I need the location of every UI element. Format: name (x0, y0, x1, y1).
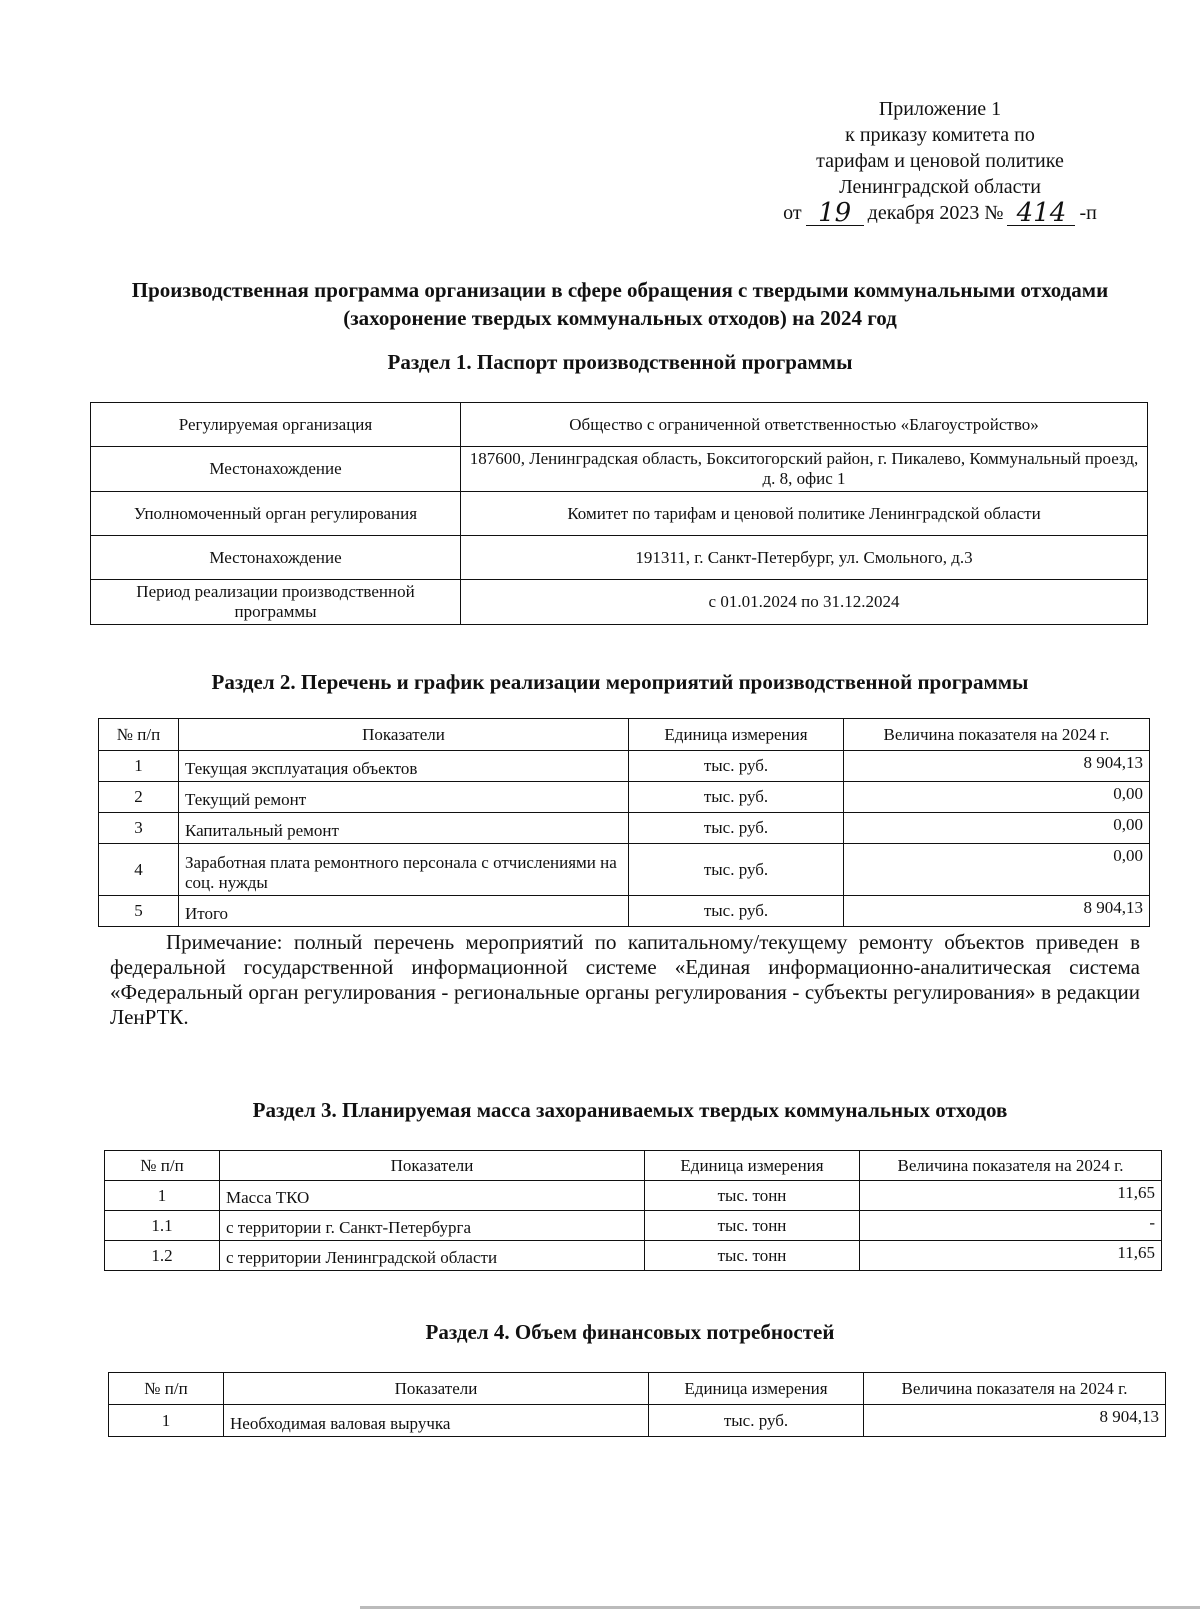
passport-value: Комитет по тарифам и ценовой политике Ленинградской области (461, 492, 1148, 536)
unit: тыс. руб. (629, 782, 844, 813)
unit: тыс. тонн (645, 1211, 860, 1241)
table-row (99, 844, 1150, 896)
table-row (109, 1405, 1166, 1437)
indicator-value: 8 904,13 (844, 896, 1150, 927)
indicator-value: 0,00 (844, 782, 1150, 813)
appendix-line-3: тарифам и ценовой политике (816, 150, 1064, 172)
waste-mass-table (104, 1150, 1162, 1271)
handwritten-day: 19 (806, 201, 864, 226)
section-2-title: Раздел 2. Перечень и график реализации мероприятий производственной программы (211, 670, 1029, 694)
section-3-title: Раздел 3. Планируемая масса захораниваемых твердых коммунальных отходов (252, 1098, 1008, 1122)
order-date-line (740, 200, 1140, 226)
note-text: Примечание: полный перечень мероприятий по капитальному/текущему ремонту объектов приведен в федеральной государственной информационной системе «Единая информационно-аналитическая система «Федеральный орган регулирования - региональные органы регулирования - субъекты регулирования» в редакции ЛенРТК. (110, 930, 1140, 1029)
table-row (91, 403, 1148, 447)
appendix-line-4: Ленинградской области (839, 176, 1041, 198)
passport-value: 191311, г. Санкт-Петербург, ул. Смольного, д.3 (461, 536, 1148, 580)
passport-value: 187600, Ленинградская область, Бокситогорский район, г. Пикалево, Коммунальный проезд, д. 8, офис 1 (461, 447, 1148, 492)
column-header: Единица измерения (649, 1373, 864, 1405)
indicator-name: Текущая эксплуатация объектов (179, 751, 629, 782)
indicator-name: Необходимая валовая выручка (224, 1405, 649, 1437)
column-header: Показатели (179, 719, 629, 751)
note-paragraph (110, 930, 1140, 1030)
indicator-name: Итого (179, 896, 629, 927)
table-row (105, 1241, 1162, 1271)
indicator-value: 0,00 (844, 844, 1150, 896)
passport-label: Местонахождение (91, 536, 461, 580)
passport-value: Общество с ограниченной ответственностью «Благоустройство» (461, 403, 1148, 447)
table-row (105, 1181, 1162, 1211)
row-number: 1.1 (105, 1211, 220, 1241)
indicator-value: 0,00 (844, 813, 1150, 844)
unit: тыс. руб. (629, 813, 844, 844)
unit: тыс. руб. (629, 751, 844, 782)
indicator-value: - (860, 1211, 1162, 1241)
indicator-name: Текущий ремонт (179, 782, 629, 813)
row-number: 3 (99, 813, 179, 844)
appendix-header (740, 96, 1140, 226)
indicator-name: Заработная плата ремонтного персонала с отчислениями на соц. нужды (179, 844, 629, 896)
table-row (105, 1211, 1162, 1241)
column-header: Величина показателя на 2024 г. (844, 719, 1150, 751)
table-header-row (105, 1151, 1162, 1181)
passport-label: Период реализации производственной программы (91, 580, 461, 625)
unit: тыс. тонн (645, 1181, 860, 1211)
table-row (91, 447, 1148, 492)
table-row (99, 751, 1150, 782)
column-header: № п/п (99, 719, 179, 751)
table-row (99, 782, 1150, 813)
unit: тыс. руб. (629, 896, 844, 927)
column-header: Величина показателя на 2024 г. (860, 1151, 1162, 1181)
column-header: Единица измерения (645, 1151, 860, 1181)
column-header: Единица измерения (629, 719, 844, 751)
unit: тыс. тонн (645, 1241, 860, 1271)
passport-table (90, 402, 1148, 625)
passport-value: с 01.01.2024 по 31.12.2024 (461, 580, 1148, 625)
row-number: 5 (99, 896, 179, 927)
indicator-value: 11,65 (860, 1181, 1162, 1211)
passport-label: Уполномоченный орган регулирования (91, 492, 461, 536)
date-prefix: от (783, 202, 802, 224)
appendix-line-2: к приказу комитета по (845, 124, 1035, 146)
activities-table (98, 718, 1150, 927)
row-number: 1 (105, 1181, 220, 1211)
scan-edge-line (360, 1606, 1200, 1609)
column-header: № п/п (105, 1151, 220, 1181)
table-row (99, 813, 1150, 844)
row-number: 1.2 (105, 1241, 220, 1271)
table-header-row (109, 1373, 1166, 1405)
row-number: 4 (99, 844, 179, 896)
table-header-row (99, 719, 1150, 751)
month-year: декабря 2023 № (867, 202, 1004, 224)
table-row (91, 492, 1148, 536)
unit: тыс. руб. (649, 1405, 864, 1437)
indicator-name: с территории Ленинградской области (220, 1241, 645, 1271)
passport-label: Местонахождение (91, 447, 461, 492)
appendix-line-1: Приложение 1 (878, 98, 1002, 120)
table-row (91, 536, 1148, 580)
unit: тыс. руб. (629, 844, 844, 896)
column-header: Величина показателя на 2024 г. (864, 1373, 1166, 1405)
column-header: Показатели (220, 1151, 645, 1181)
row-number: 2 (99, 782, 179, 813)
section-4-title: Раздел 4. Объем финансовых потребностей (425, 1320, 835, 1344)
indicator-name: Масса ТКО (220, 1181, 645, 1211)
indicator-name: Капитальный ремонт (179, 813, 629, 844)
financial-needs-table (108, 1372, 1166, 1437)
section-1-title: Раздел 1. Паспорт производственной программы (387, 350, 853, 374)
indicator-value: 8 904,13 (844, 751, 1150, 782)
table-row (99, 896, 1150, 927)
column-header: № п/п (109, 1373, 224, 1405)
column-header: Показатели (224, 1373, 649, 1405)
row-number: 1 (99, 751, 179, 782)
indicator-value: 11,65 (860, 1241, 1162, 1271)
table-row (91, 580, 1148, 625)
indicator-value: 8 904,13 (864, 1405, 1166, 1437)
passport-label: Регулируемая организация (91, 403, 461, 447)
handwritten-order-number: 414 (1007, 201, 1075, 226)
order-number-suffix: -п (1079, 202, 1097, 224)
document-title: Производственная программа организации в сфере обращения с твердыми коммунальными отходами (захоронение твердых коммунальных отходов) на 2024 год (131, 278, 1109, 330)
row-number: 1 (109, 1405, 224, 1437)
indicator-name: с территории г. Санкт-Петербурга (220, 1211, 645, 1241)
